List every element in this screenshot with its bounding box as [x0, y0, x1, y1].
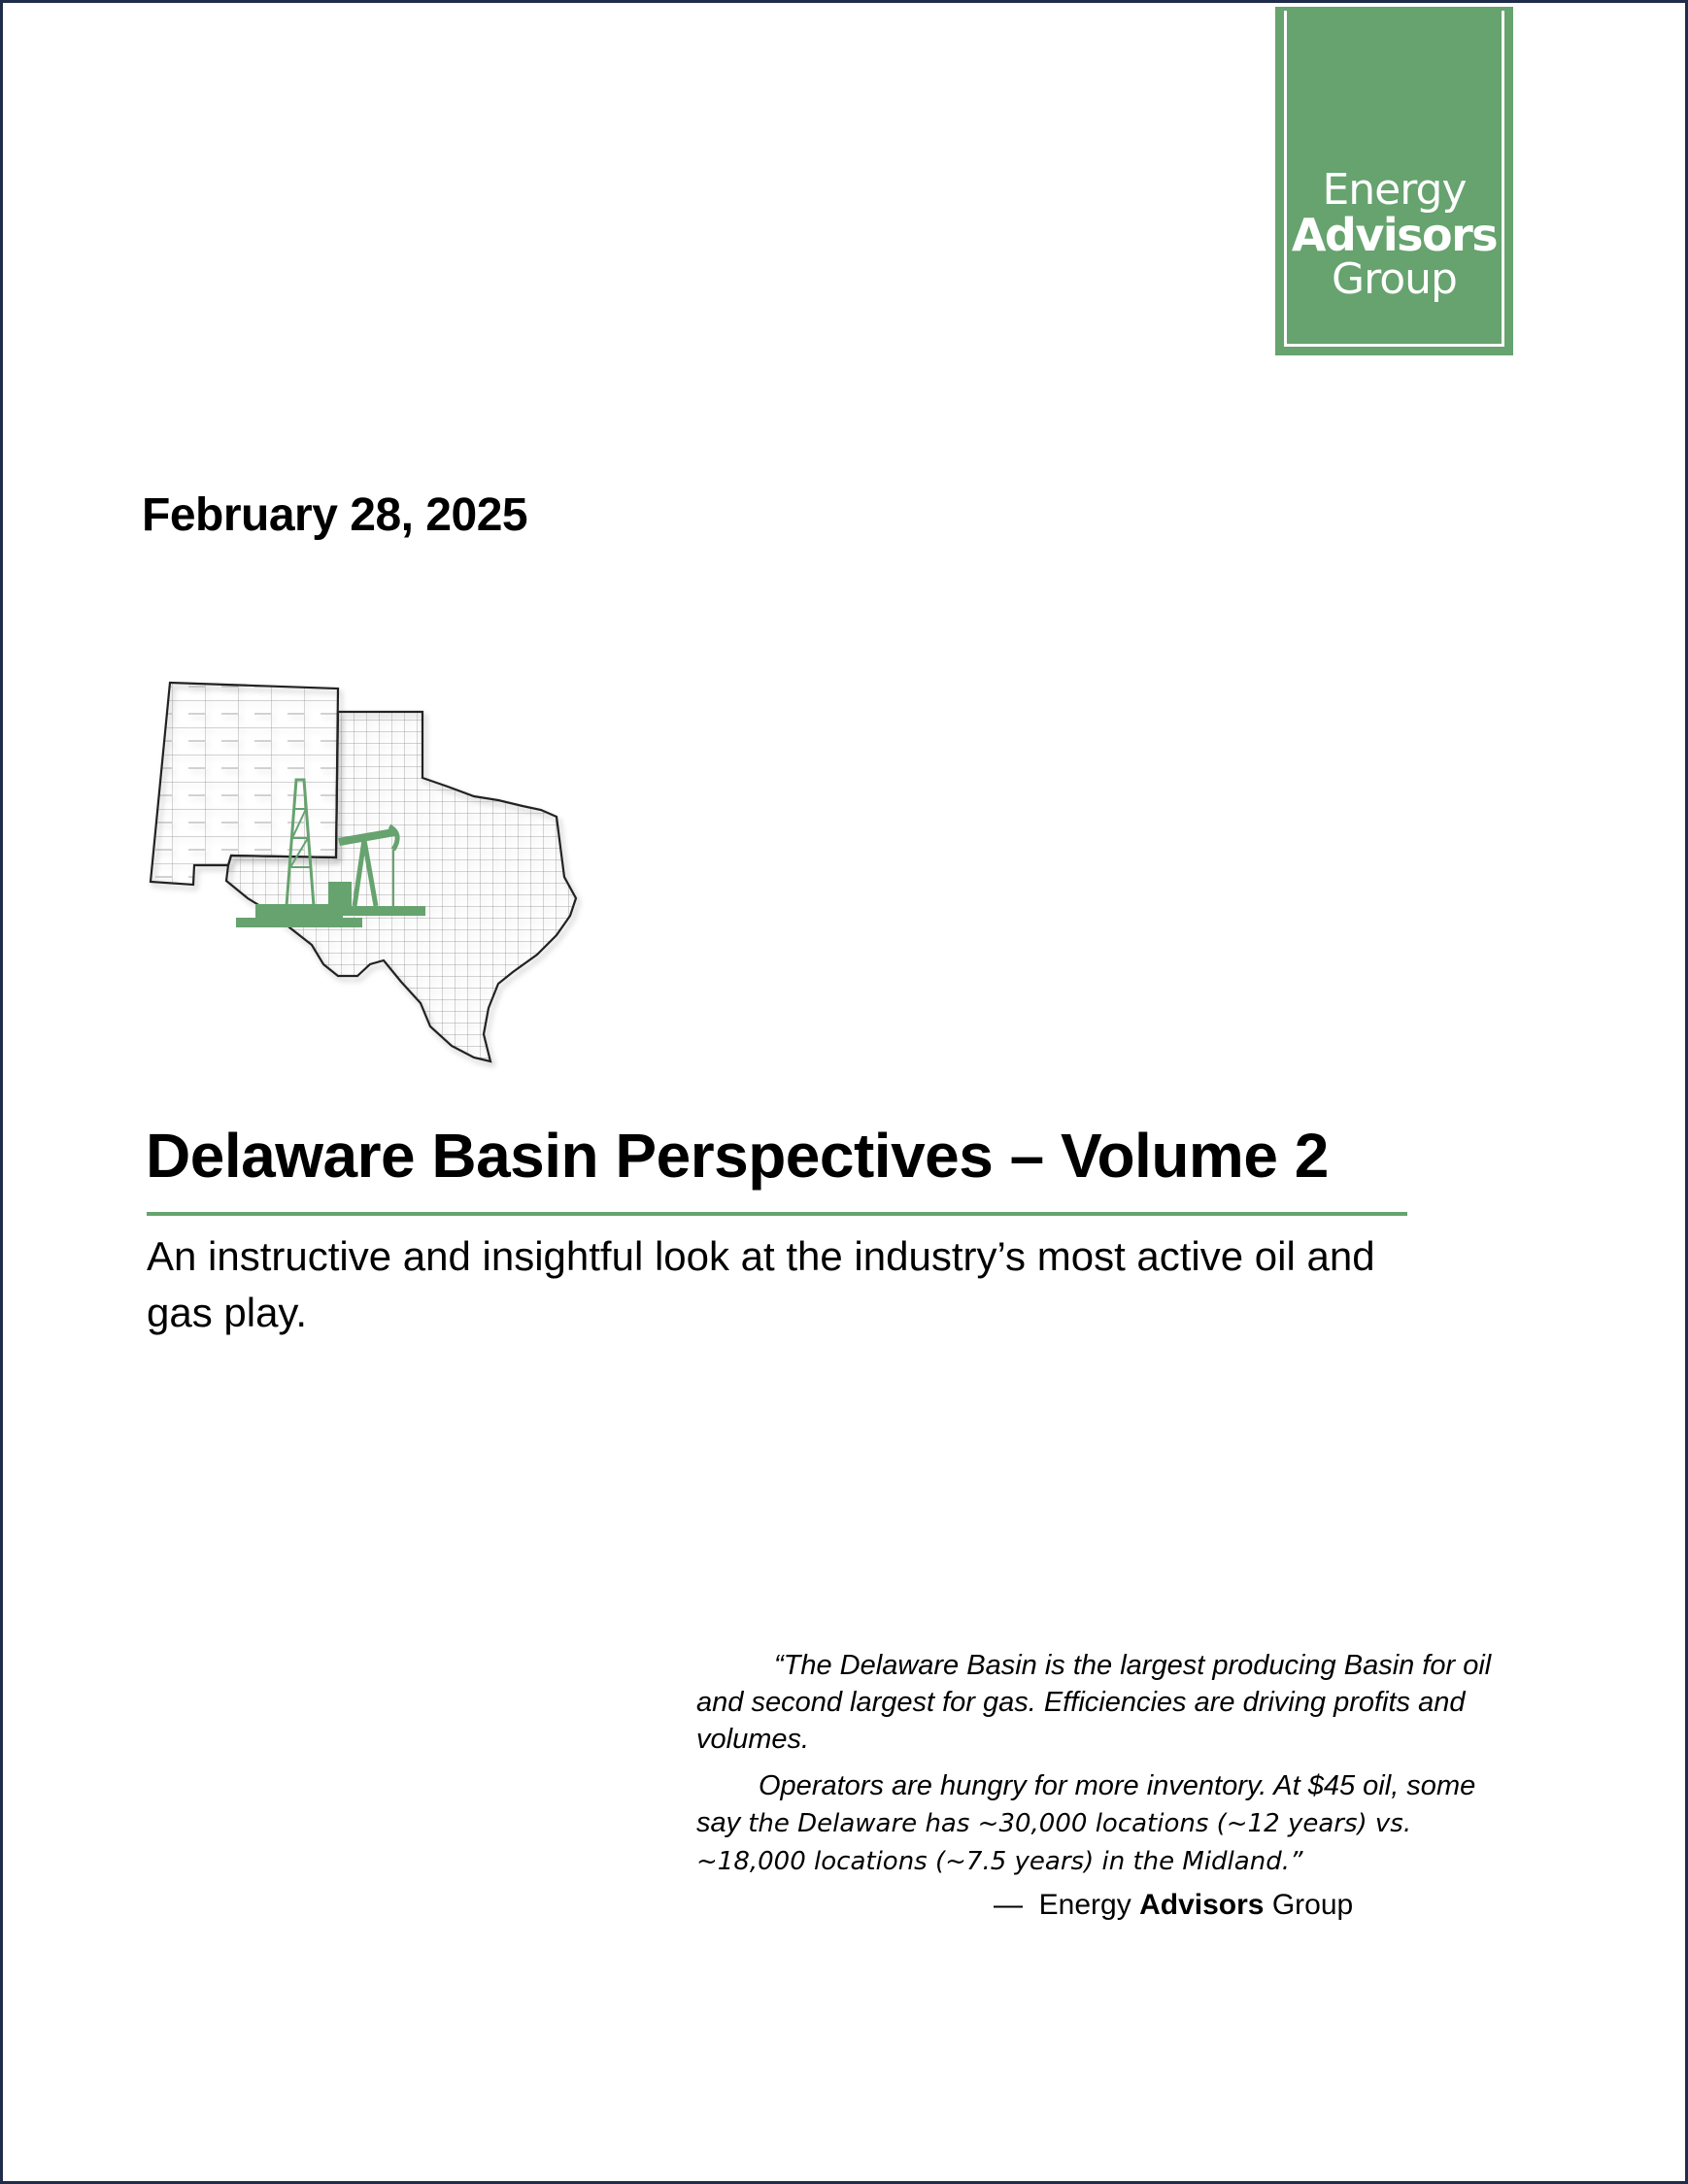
- attribution-group: Group: [1271, 1889, 1354, 1921]
- pull-quote: [696, 1647, 1493, 1880]
- quote-paragraph-1: “The Delaware Basin is the largest producing Basin for oil and second largest for gas. Efficiencies are driving profits and volumes.: [696, 1650, 1492, 1755]
- quote-attribution: [994, 1889, 1353, 1922]
- attribution-energy: Energy: [1038, 1889, 1131, 1921]
- logo-line-energy: Energy: [1322, 165, 1467, 215]
- logo-line-advisors: Advisors: [1291, 209, 1498, 261]
- energy-advisors-group-logo: [1275, 7, 1513, 355]
- logo-wordmark: [1275, 165, 1513, 304]
- nm-tx-county-map: [139, 673, 634, 1100]
- report-subtitle: An instructive and insightful look at the industry’s most active oil and gas play.: [147, 1233, 1375, 1335]
- title-divider: [147, 1212, 1407, 1216]
- report-date: February 28, 2025: [142, 489, 528, 541]
- quote-paragraph-2: [696, 1767, 1493, 1880]
- attribution-advisors: Advisors: [1139, 1889, 1265, 1921]
- attribution-dash: —: [994, 1889, 1023, 1921]
- logo-line-group: Group: [1332, 254, 1457, 304]
- quote-paragraph-2-part-2: the Delaware has ~30,000 locations (~12 years) vs. ~18,000 locations (~7.5 years) in the Midland.”: [696, 1809, 1412, 1876]
- report-title: Delaware Basin Perspectives – Volume 2: [146, 1121, 1329, 1191]
- quote-paragraph-2-part-1: Operators are hungry for more inventory. At $45 oil, some say: [696, 1770, 1476, 1838]
